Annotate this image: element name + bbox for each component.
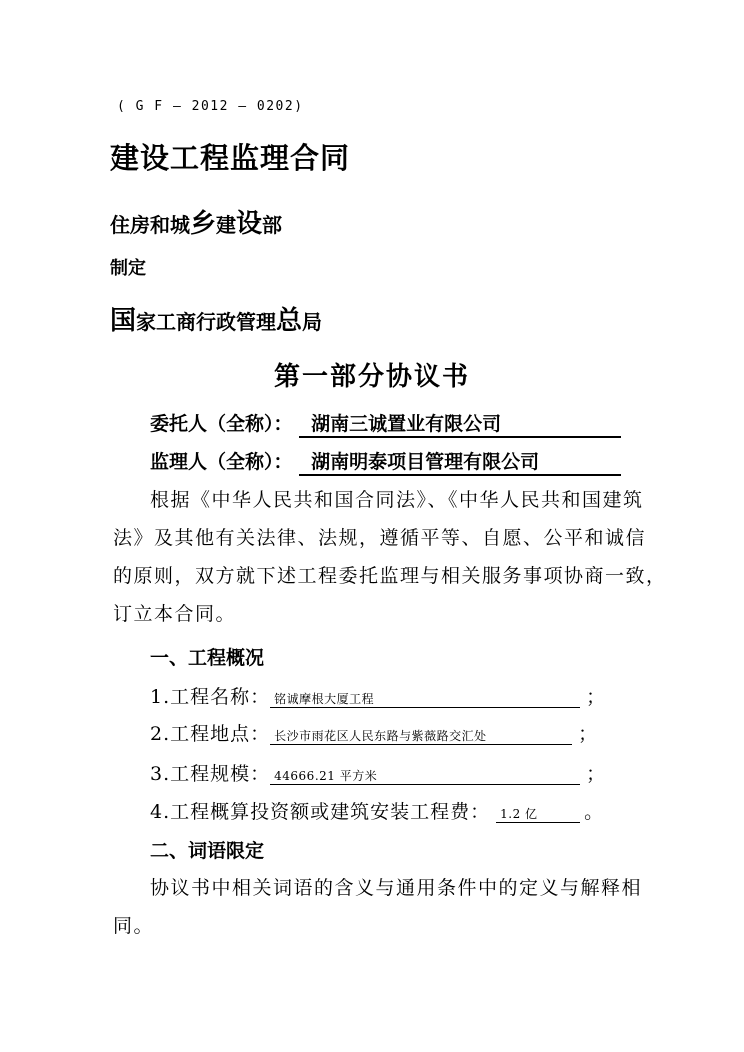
- project-location-label: 2.工程地点：: [150, 723, 271, 745]
- project-investment-value: 1.2 亿: [496, 805, 580, 823]
- issuer-ministry-part1: 住房和城: [110, 213, 190, 237]
- project-location-row: [150, 719, 598, 746]
- project-scale-end: ；: [586, 763, 607, 785]
- issuer-ministry-part2: 乡: [190, 209, 217, 239]
- intro-line-2: 法》及其他有关法律、法规，遵循平等、自愿、公平和诚信: [113, 527, 647, 549]
- issuer-saic-part1: 国: [110, 306, 137, 336]
- document-title: 建设工程监理合同: [110, 141, 351, 175]
- project-name-label: 1.工程名称：: [150, 686, 271, 708]
- project-location-end: ；: [578, 723, 599, 745]
- issuer-saic-part4: 局: [302, 310, 323, 334]
- project-investment-end: 。: [584, 801, 605, 823]
- project-name-row: [150, 682, 606, 709]
- issuer-ministry: [110, 203, 282, 240]
- issuer-ministry-part4: 设: [236, 209, 263, 239]
- project-name-end: ；: [586, 686, 607, 708]
- project-name-value: 铭诚摩根大厦工程: [270, 690, 580, 708]
- issuer-ministry-part5: 部: [262, 213, 283, 237]
- issuer-made: 制定: [110, 258, 146, 279]
- issuer-saic-part3: 总: [276, 306, 303, 336]
- supervisor-row: [150, 447, 621, 476]
- project-investment-label: 4.工程概算投资额或建筑安装工程费：: [150, 801, 491, 823]
- terms-line-1: 协议书中相关词语的含义与通用条件中的定义与解释相: [150, 877, 643, 899]
- issuer-saic: [110, 300, 322, 337]
- section-1-heading: 一、工程概况: [150, 647, 265, 669]
- project-investment-row: [150, 797, 604, 824]
- client-label: 委托人（全称）：: [150, 413, 293, 435]
- intro-line-4: 订立本合同。: [113, 603, 237, 625]
- supervisor-value: 湖南明泰项目管理有限公司: [299, 447, 621, 476]
- project-location-value: 长沙市雨花区人民东路与紫薇路交汇处: [270, 727, 572, 745]
- standard-code: ( G F – 2012 – 0202): [117, 99, 304, 114]
- section-2-heading: 二、词语限定: [150, 840, 265, 862]
- client-value: 湖南三诚置业有限公司: [299, 409, 621, 438]
- project-scale-label: 3.工程规模：: [150, 763, 271, 785]
- supervisor-label: 监理人（全称）：: [150, 451, 293, 473]
- project-scale-row: [150, 759, 606, 786]
- project-scale-value: 44666.21 平方米: [270, 767, 580, 785]
- intro-paragraph: [113, 481, 667, 633]
- terms-line-2: 同。: [113, 915, 155, 937]
- issuer-saic-part2: 家工商行政管理: [136, 310, 277, 334]
- terms-paragraph: [113, 869, 642, 945]
- intro-line-3: 的原则，双方就下述工程委托监理与相关服务事项协商一致，: [113, 565, 667, 587]
- part-title: 第一部分协议书: [273, 362, 470, 392]
- intro-line-1: 根据《中华人民共和国合同法》、《中华人民共和国建筑: [150, 489, 644, 511]
- client-row: [150, 409, 621, 438]
- issuer-ministry-part3: 建: [216, 213, 237, 237]
